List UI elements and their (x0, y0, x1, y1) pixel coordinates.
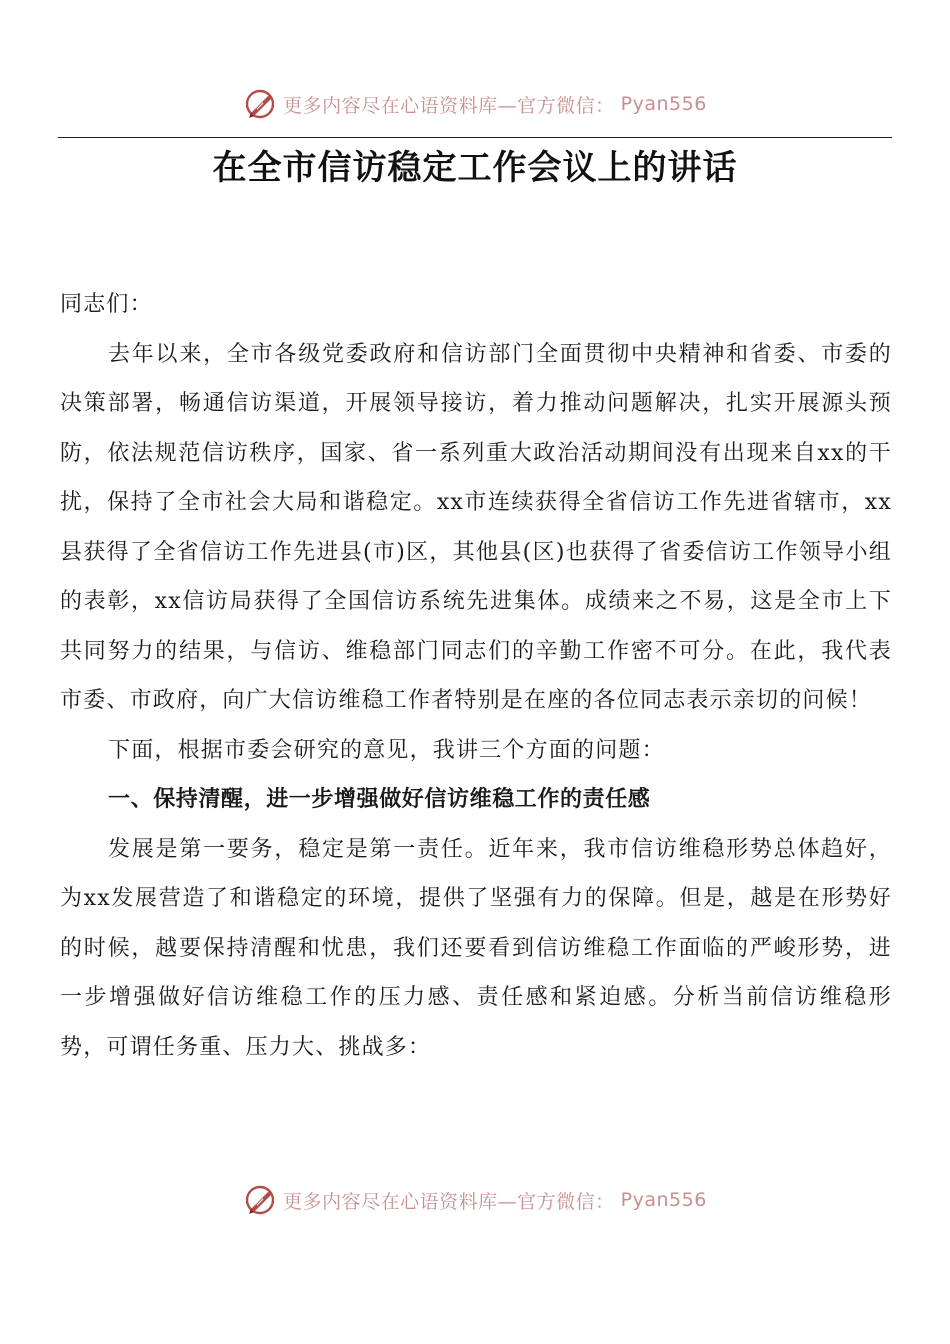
header-watermark (0, 84, 950, 124)
salutation: 同志们： (60, 292, 153, 317)
watermark-text: 更多内容尽在心语资料库—官方微信： (283, 1190, 615, 1213)
paragraph-1: 去年以来，全市各级党委政府和信访部门全面贯彻中央精神和省委、市委的决策部署，畅通信访渠道，开展领导接访，着力推动问题解决，扎实开展源头预防，依法规范信访秩序，国家、省一系列重大政治活动期间没有出现来自xx的干扰，保持了全市社会大局和谐稳定。xx市连续获得全省信访工作先进省辖市，xx县获得了全省信访工作先进县(市)区，其他县(区)也获得了省委信访工作领导小组的表彰，xx信访局获得了全国信访系统先进集体。成绩来之不易，这是全市上下共同努力的结果，与信访、维稳部门同志们的辛勤工作密不可分。在此，我代表市委、市政府，向广大信访维稳工作者特别是在座的各位同志表示亲切的问候！ (60, 341, 892, 713)
watermark-wechat-id: Pyan556 (620, 93, 707, 115)
paragraph-2: 下面，根据市委会研究的意见，我讲三个方面的问题： (108, 737, 665, 763)
section-heading-1: 一、保持清醒，进一步增强做好信访维稳工作的责任感 (108, 787, 651, 812)
header-divider (58, 137, 892, 138)
watermark-wechat-id: Pyan556 (620, 1189, 707, 1211)
watermark-text: 更多内容尽在心语资料库—官方微信： (283, 94, 615, 117)
pen-logo-icon (243, 1182, 279, 1218)
footer-watermark (0, 1180, 950, 1220)
document-title: 在全市信访稳定工作会议上的讲话 (212, 148, 738, 188)
document-body (60, 280, 892, 1072)
pen-logo-icon (243, 86, 279, 122)
section-paragraph-1: 发展是第一要务，稳定是第一责任。近年来，我市信访维稳形势总体趋好，为xx发展营造了和谐稳定的环境，提供了坚强有力的保障。但是，越是在形势好的时候，越要保持清醒和忧患，我们还要看到信访维稳工作面临的严峻形势，进一步增强做好信访维稳工作的压力感、责任感和紧迫感。分析当前信访维稳形势，可谓任务重、压力大、挑战多： (60, 836, 892, 1060)
